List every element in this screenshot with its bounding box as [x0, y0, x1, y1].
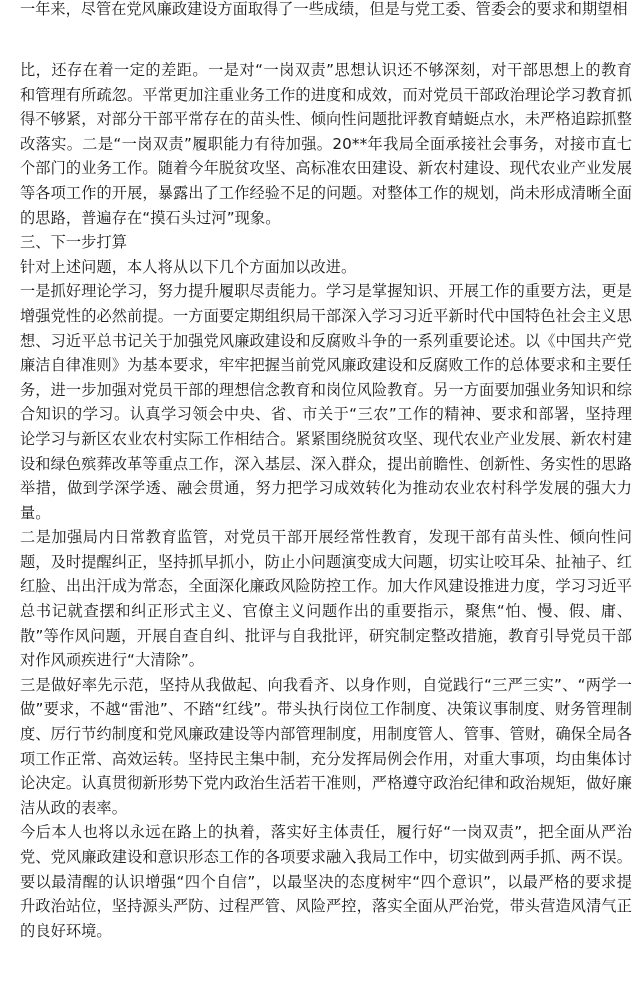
document-body	[20, 58, 632, 943]
paragraph-conclusion: 今后本人也将以永远在路上的执着，落实好主体责任，履行好“一岗双责”，把全面从严治党、党风廉政建设和意识形态工作的各项要求融入我局工作中，切实做到两手抓、两不误。要以最清醒的认识增强“四个自信”，以最坚决的态度树牢“四个意识”，以最严格的要求提升政治站位，坚持源头严防、过程严管、风险严控，落实全面从严治党，带头营造风清气正的良好环境。	[20, 823, 632, 940]
paragraph-supervision: 二是加强局内日常教育监管，对党员干部开展经常性教育，发现干部有苗头性、倾向性问题，及时提醒纠正，坚持抓早抓小，防止小问题演变成大问题，切实让咬耳朵、扯袖子、红红脸、出出汗成为常态，全面深化廉政风险防控工作。加大作风建设推进力度，学习习近平总书记就查摆和纠正形式主义、官僚主义问题作出的重要指示，聚焦“怕、慢、假、庸、散”等作风问题，开展自查自纠、批评与自我批评，研究制定整改措施，教育引导党员干部对作风顽疾进行“大清除”。	[20, 528, 632, 670]
paragraph-shortcomings: 比，还存在着一定的差距。一是对“一岗双责”思想认识还不够深刻，对干部思想上的教育和管理有所疏忽。平常更加注重业务工作的进度和成效，而对党员干部政治理论学习教育抓得不够紧，对部分干部平常存在的苗头性、倾向性问题批评教育蜻蜓点水，未严格追踪抓整改落实。二是“一岗双责”履职能力有待加强。20**年我局全面承接社会事务，对接市直七个部门的业务工作。随着今年脱贫攻坚、高标准农田建设、新农村建设、现代农业产业发展等各项工作的开展，暴露出了工作经验不足的问题。对整体工作的规划，尚未形成清晰全面的思路，普遍存在“摸石头过河”现象。	[20, 61, 632, 227]
top-text-fragment: 一年来，尽管在党风廉政建设方面取得了一些成绩，但是与党工委、管委会的要求和期望相	[20, 0, 628, 18]
section-heading-next-plan: 三、下一步打算	[20, 233, 128, 252]
paragraph-theory-study: 一是抓好理论学习，努力提升履职尽责能力。学习是掌握知识、开展工作的重要方法，更是增强党性的必然前提。一方面要定期组织局干部深入学习习近平新时代中国特色社会主义思想、习近平总书记关于加强党风廉政建设和反腐败斗争的一系列重要论述。以《中国共产党廉洁自律准则》为基本要求，牢牢把握当前党风廉政建设和反腐败工作的总体要求和主要任务，进一步加强对党员干部的理想信念教育和岗位风险教育。另一方面要加强业务知识和综合知识的学习。认真学习领会中央、省、市关于“三农”工作的精神、要求和部署，坚持理论学习与新区农业农村实际工作相结合。紧紧围绕脱贫攻坚、现代农业产业发展、新农村建设和绿色殡葬改革等重点工作，深入基层、深入群众，提出前瞻性、创新性、务实性的思路举措，做到学深学透、融会贯通，努力把学习成效转化为推动农业农村科学发展的强大力量。	[20, 282, 632, 522]
paragraph-intro: 针对上述问题，本人将从以下几个方面加以改进。	[20, 257, 357, 276]
paragraph-lead-by-example: 三是做好率先示范，坚持从我做起、向我看齐、以身作则，自觉践行“三严三实”、“两学一做”要求，不越“雷池”、不踏“红线”。带头执行岗位工作制度、决策议事制度、财务管理制度、厉行节约制度和党风廉政建设等内部管理制度，用制度管人、管事、管财，确保全局各项工作正常、高效运转。坚持民主集中制，充分发挥局例会作用，对重大事项，均由集体讨论决定。认真贯彻新形势下党内政治生活若干准则，严格遵守政治纪律和政治规矩，做好廉洁从政的表率。	[20, 675, 632, 817]
